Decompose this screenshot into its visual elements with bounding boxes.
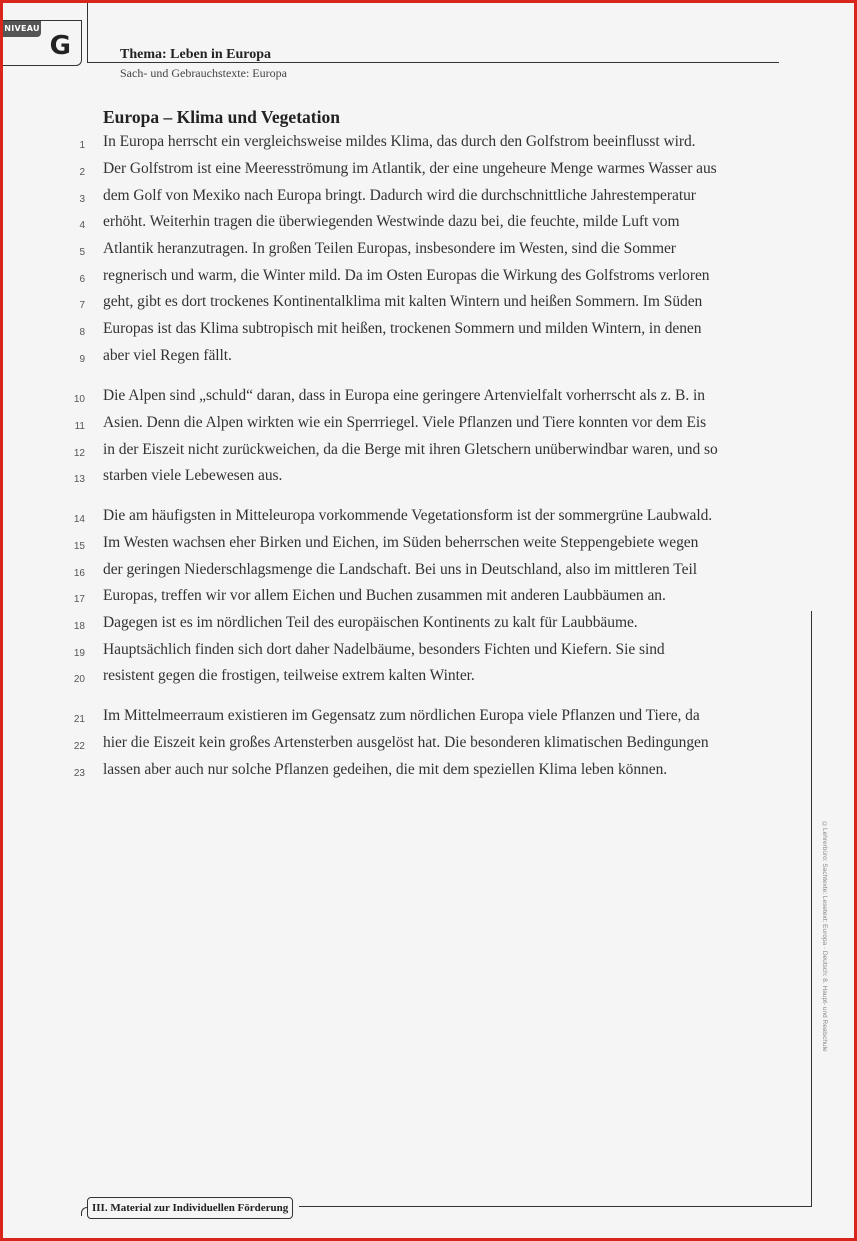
line-text: Europas ist das Klima subtropisch mit heißen, trockenen Sommern und milden Wintern, in denen: [103, 320, 702, 337]
text-line: [3, 561, 793, 587]
line-text: Im Westen wachsen eher Birken und Eichen, im Süden beherrschen weite Steppengebiete wegen: [103, 534, 699, 551]
line-text: starben viele Lebewesen aus.: [103, 467, 283, 484]
line-number: 19: [73, 648, 85, 659]
line-text: Im Mittelmeerraum existieren im Gegensatz zum nördlichen Europa viele Pflanzen und Tiere, da: [103, 707, 700, 724]
line-number: 13: [73, 474, 85, 485]
line-text: resistent gegen die frostigen, teilweise extrem kalten Winter.: [103, 667, 475, 684]
document-page: [3, 3, 854, 1238]
line-text: dem Golf von Mexiko nach Europa bringt. Dadurch wird die durchschnittliche Jahrestemperatur: [103, 187, 696, 204]
line-text: Dagegen ist es im nördlichen Teil des europäischen Kontinents zu kalt für Laubbäume.: [103, 614, 638, 631]
text-line: [3, 441, 793, 467]
text-line: [3, 187, 793, 213]
line-number: 1: [79, 140, 85, 151]
line-number: 16: [73, 568, 85, 579]
line-text: geht, gibt es dort trockenes Kontinentalklima mit kalten Wintern und heißen Sommern. Im Süden: [103, 293, 703, 310]
margin-rule: [811, 611, 812, 1207]
line-number: 4: [79, 220, 85, 231]
footer-rule: [299, 1206, 812, 1207]
line-number: 15: [73, 541, 85, 552]
text-line: [3, 614, 793, 640]
niveau-label: NIVEAU: [3, 21, 41, 37]
line-number: 10: [73, 394, 85, 405]
text-line: [3, 467, 793, 493]
line-number: 22: [73, 741, 85, 752]
line-number: 8: [79, 327, 85, 338]
line-text: hier die Eiszeit kein großes Artensterben ausgelöst hat. Die besonderen klimatischen Bedingungen: [103, 734, 709, 751]
line-text: erhöht. Weiterhin tragen die überwiegenden Westwinde dazu bei, die feuchte, milde Luft vom: [103, 213, 680, 230]
line-text: In Europa herrscht ein vergleichsweise mildes Klima, das durch den Golfstrom beeinflusst wird.: [103, 133, 696, 150]
line-text: Der Golfstrom ist eine Meeresströmung im Atlantik, der eine ungeheure Menge warmes Wasser aus: [103, 160, 717, 177]
text-line: [3, 160, 793, 186]
line-number: 17: [73, 594, 85, 605]
line-text: aber viel Regen fällt.: [103, 347, 232, 364]
text-line: [3, 641, 793, 667]
line-number: 18: [73, 621, 85, 632]
text-line: [3, 667, 793, 693]
text-line: [3, 587, 793, 613]
line-text: lassen aber auch nur solche Pflanzen gedeihen, die mit dem speziellen Klima leben können.: [103, 761, 668, 778]
line-text: regnerisch und warm, die Winter mild. Da im Osten Europas die Wirkung des Golfstroms verloren: [103, 267, 710, 284]
text-line: [3, 293, 793, 319]
line-number: 9: [79, 354, 85, 365]
line-number: 11: [74, 421, 85, 432]
text-line: [3, 347, 793, 373]
line-number: 6: [79, 274, 85, 285]
text-line: [3, 414, 793, 440]
line-text: Die Alpen sind „schuld“ daran, dass in Europa eine geringere Artenvielfalt vorherrscht als z. B. in: [103, 387, 705, 404]
header-topic: Thema: Leben in Europa: [120, 47, 272, 62]
niveau-badge: [3, 20, 82, 66]
line-number: 2: [79, 167, 85, 178]
line-text: Hauptsächlich finden sich dort daher Nadelbäume, besonders Fichten und Kiefern. Sie sind: [103, 641, 665, 658]
line-text: der geringen Niederschlagsmenge die Landschaft. Bei uns in Deutschland, also im mittleren Teil: [103, 561, 697, 578]
line-number: 7: [79, 300, 85, 311]
line-number: 20: [73, 674, 85, 685]
side-copyright-note: ©Lehrerbüro: Sachtexte: Lesetext: Europa · Deutsch: 8. Haupt- und Realschule: [821, 821, 828, 1052]
line-text: Europas, treffen wir vor allem Eichen und Buchen zusammen mit anderen Laubbäumen an.: [103, 587, 666, 604]
line-number: 5: [79, 247, 85, 258]
document-title: Europa – Klima und Vegetation: [103, 107, 340, 127]
header-divider-vertical: [87, 3, 88, 63]
niveau-letter: G: [49, 31, 71, 61]
header-subtitle: Sach- und Gebrauchstexte: Europa: [120, 66, 287, 80]
line-number: 3: [79, 194, 85, 205]
line-text: Die am häufigsten in Mitteleuropa vorkommende Vegetationsform ist der sommergrüne Laubwald.: [103, 507, 713, 524]
text-line: [3, 734, 793, 760]
text-line: [3, 267, 793, 293]
text-line: [3, 320, 793, 346]
line-number: 23: [73, 768, 85, 779]
line-text: in der Eiszeit nicht zurückweichen, da die Berge mit ihren Gletschern unüberwindbar waren, und so: [103, 441, 718, 458]
text-line: [3, 507, 793, 533]
text-line: [3, 534, 793, 560]
text-line: [3, 387, 793, 413]
line-number: 21: [73, 714, 85, 725]
line-text: Atlantik heranzutragen. In großen Teilen Europas, insbesondere im Westen, sind die Sommer: [103, 240, 676, 257]
footer-section-label: III. Material zur Individuellen Förderung: [87, 1197, 293, 1219]
text-line: [3, 240, 793, 266]
text-line: [3, 761, 793, 787]
text-line: [3, 707, 793, 733]
line-text: Asien. Denn die Alpen wirkten wie ein Sperrriegel. Viele Pflanzen und Tiere konnten vor dem Eis: [103, 414, 707, 431]
line-number: 14: [73, 514, 85, 525]
text-line: [3, 213, 793, 239]
text-line: [3, 133, 793, 159]
line-number: 12: [73, 448, 85, 459]
